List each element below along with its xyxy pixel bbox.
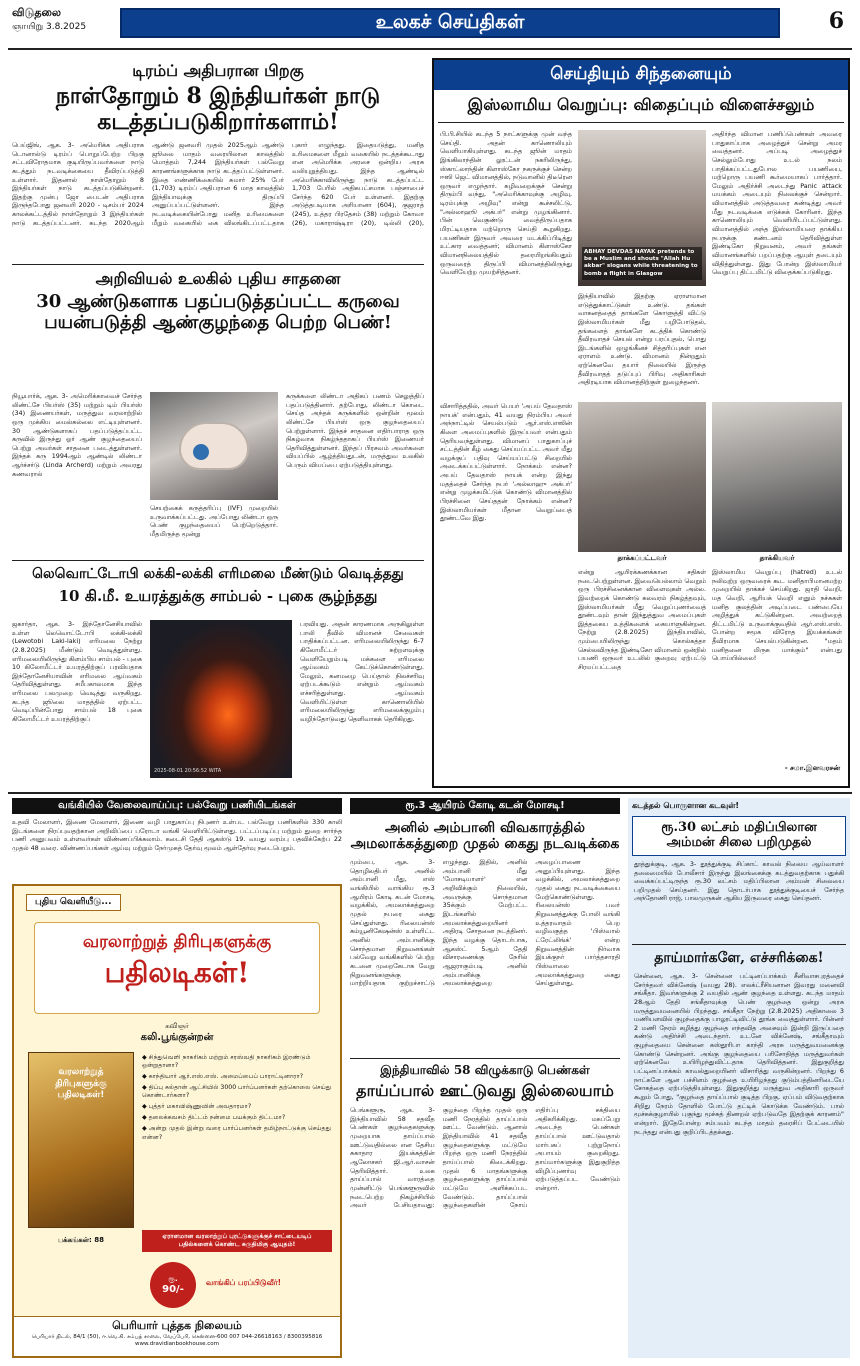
breastfeeding-body: பெங்களூரு, ஆக. 3- இந்தியாவில் 58 சதவீத பெண்கள் குழந்தைகளுக்கு முறையாக தாய்ப்பால் ஊட்டுவதில்லை என தேசிய சுகாதார இயக்கத்தின் ஆலோசகர் ஜி.ஆர்.வாசன் தெரிவித்தார். உலக தாய்ப்பால் வாரத்தை முன்னிட்டு பெங்களூருவில் நடைபெற்ற நிகழ்ச்சியில் அவர் பேசியதாவது: குழந்தை பிறந்த முதல் ஒரு மணி நேரத்தில் தாய்ப்பால் ஊட்ட வேண்டும். ஆனால் இந்தியாவில் 41 சதவீத குழந்தைகளுக்கு மட்டுமே பிறந்த ஒரு மணி நேரத்தில் தாய்ப்பால் கிடைக்கிறது. முதல் 6 மாதங்களுக்கு குழந்தைகளுக்கு தாய்ப்பால் மட்டுமே அளிக்கப்பட வேண்டும். தாய்ப்பால் குழந்தைகளின் நோய் எதிர்ப்பு சக்தியை அதிகரிக்கிறது. மகப்பேறு அடைந்த பெண்கள் தாய்ப்பால் ஊட்டுவதால் மார்பகப் புற்றுநோய் அபாயம் குறைகிறது. தாய்மார்களுக்கு இதுகுறித்த விழிப்புணர்வு ஏற்படுத்தப்பட வேண்டும் என்றார். (350, 1106, 620, 1210)
trump-headline: நாள்தோறும் 8 இந்தியர்கள் நாடு கடத்தப்படுகிறார்களாம்! (55, 83, 381, 135)
ad-highlight: ஏராளமான வரலாற்றுப் புரட்டுகளுக்குச் சாட்டையடிப் பதில்களைக் கொண்ட சுருதிமிகு ஆயுதம்! (142, 1230, 332, 1252)
accused-photo (712, 402, 842, 552)
pacifier-icon (193, 444, 209, 460)
section-banner (120, 8, 780, 38)
breastfeeding-headline: தாய்ப்பால் ஊட்டுவது இல்லையாம் (356, 1080, 614, 1100)
ad-bullet: ◆ திப்பு சுல்தான் ஆட்சியில் 3000 பார்ப்பனர்கள் தற்கொலை செய்து கொண்டார்களா? (142, 1084, 332, 1100)
divider (8, 792, 852, 794)
divider (12, 560, 424, 561)
ambani-kicker: ரூ.3 ஆயிரம் கோடி கடன் மோசடி! (350, 798, 620, 814)
ivf-kicker: அறிவியல் உலகில் புதிய சாதனை (95, 269, 341, 288)
victim-photo (578, 402, 706, 552)
section-title: உலகச் செய்திகள் (375, 10, 525, 33)
thoughts-body-d: அதிர்ந்த விமான பணிப்பெண்கள் அவரை பாதுகாப்பாக அழைத்துச் சென்று அமர வைத்தனர். அப்படி அழைத்துச் செல்லும்போது உடல் நலம் பாதிக்கப்பட்டதுபோல பயணியை, மற்றொரு பயணி கூர்மையாகப் பார்த்தார். மேலும் அதிர்ச்சி அடைந்து Panic attack மயக்கம் அடையும் நிலைக்குச் சென்றார். விமானத்தில் அடுத்தவரை கண்டித்து அவர் மீது நடவடிக்கை எடுக்கக் கோரினர். இந்த காணொலியும் வெளியிடப்பட்டுள்ளது. விமானத்தில் அந்த இஸ்லாமியரை தாக்கிய நபருக்கு கண்டனம் தெரிவித்துள்ள இண்டிகோ நிறுவனம், அவர் தங்கள் விமானங்களில் பறப்பதற்கு ஆயுள் தடையும் விதித்துள்ளது. இது போன்ற இஸ்லாமியர் வெறுப்பு திட்டமிட்டு விதைக்கப்படுகிறது. (712, 130, 842, 277)
ad-bullet: ◆ தலைக்கவசம் திட்டம் நன்மை பயக்கும் திட்டமா? (142, 1114, 286, 1122)
paper-name: விடுதலை (12, 6, 62, 19)
ad-title-panel (34, 922, 320, 1014)
price-badge (150, 1262, 196, 1308)
byline: - சமா.இளவரசன் (784, 764, 840, 772)
flight-photo (578, 130, 706, 286)
ad-footer (14, 1316, 340, 1356)
ad-bullet-text: காந்தியார் ஆர்.எஸ்.எஸ். அமைப்பைப் பாராட்டினாரா? (148, 1073, 303, 1081)
volcano-timestamp: 2025-08-01 20:56:52 WITA (154, 768, 222, 774)
ad-tag: புதிய வெளியீடு... (26, 894, 121, 911)
trump-kicker: டிரம்ப் அதிபரான பிறகு (132, 61, 304, 80)
book-ad (12, 884, 342, 1358)
price-value: 90/- (162, 1284, 184, 1295)
ad-pages-value: 88 (94, 1236, 105, 1244)
ad-bullet-text: திப்பு சுல்தான் ஆட்சியில் 3000 பார்ப்பனர்கள் தற்கொலை செய்து கொண்டார்களா? (142, 1084, 332, 1100)
ambani-headline: அனில் அம்பானி விவகாரத்தில் அமலாக்கத்துறை முதல் கைது நடவடிக்கை (350, 820, 620, 853)
ad-bullets (142, 1054, 332, 1226)
divider (12, 264, 424, 265)
thoughts-box (432, 58, 850, 788)
volcano-body-right: பரவியது. அதன் காரணமாக அருகிலுள்ள பாலி தீவில் விமானச் சேவைகள் பாதிக்கப்பட்டன. எரிமலையிலிருந்து 6-7 கிலோமீட்டர் சுற்றளவுக்கு வெளியேறும்படி மக்களை எரிமலை ஆய்வகம் கேட்டுக்கொண்டுள்ளது. மேலும், கனமழை பெய்தால் நிலச்சரிவு ஏற்படக்கூடும் என்றும் ஆய்வகம் எச்சரித்துள்ளது. ஆய்வகம் வெளியிட்டுள்ள காணொலியில் எரிமலையிலிருந்து எரிமலைக்குழம்பு வழிந்தோடுவது தெளிவாகக் தெரிகிறது. (300, 620, 424, 724)
idol-tag: கடத்தல் பொருளான கடவுள்! (632, 801, 740, 810)
ad-bullet: ◆ காந்தியார் ஆர்.எஸ்.எஸ். அமைப்பைப் பாராட்டினாரா? (142, 1073, 303, 1081)
breastfeeding-kicker: இந்தியாவில் 58 விழுக்காடு பெண்கள் (380, 1063, 590, 1077)
volcano-photo (150, 620, 292, 778)
ivf-body-left: நியூயார்க், ஆக. 3- அமெரிக்காவைச் சேர்ந்த லிண்ட்சே பியர்ஸ் (35) மற்றும் டிம் பியர்ஸ் (34) இணையர்கள், மருத்துவ வரலாற்றில் ஒரு முக்கிய மைல்கல்லை எட்டியுள்ளனர். 30 ஆண்டுகளாகப் பதப்படுத்தப்பட்ட கருவில் இருந்து ஓர் ஆண் குழந்தையைப் பெற்று அவர்கள் சாதனை படைத்துள்ளனர். இந்தக் கரு 1994ஆம் ஆண்டில் லிண்டா ஆர்ச்சர்டு (Linda Archerd) மற்றும் அவரது கணவரால் (12, 392, 142, 478)
ad-buy: வாங்கிப் பரப்பிடுவீர்! (206, 1278, 282, 1287)
photo-subtitle: ABHAY DEVDAS NAYAK pretends to be a Muslim and shouts "Allah Hu akbar" slogans while threatening to bomb a flight in Glasgow (582, 247, 702, 280)
volcano-body-left: ஜகார்தா, ஆக. 3- இந்தோனேசியாவில் உள்ள லெவொட்டோபி லக்கி-லக்கி (Lewotobi Laki-laki) எரிமலை நேற்று (2.8.2025) மீண்டும் வெடித்துள்ளது. எரிமலையிலிருந்து கிளம்பிய சாம்பல் - புகை 10 கிலோமீட்டர் உயரத்திற்குப் பரவியதாக இந்தோனேசியாவின் எரிமலை ஆய்வகம் தெரிவித்துள்ளது. சமீபகாலமாக இந்த எரிமலை பலமுறை வெடித்து வருகிறது. கடந்த ஜூலை மாதத்தில் ஏற்பட்ட வெடிப்பின்போது சாம்பல் 18 புகை கிலோமீட்டர் உயரத்திற்குப் (12, 620, 142, 724)
ad-pages-label: பக்கங்கள்: (57, 1236, 92, 1244)
mothers-body: சென்னை, ஆக. 3- சென்னை பட்டினப்பாக்கம் சீனிவாசபுரத்தைச் சேர்ந்தவர் விக்னேஷ் (வயது 28). எலக்ட்ரீசியனான இவரது மனைவி சங்கீதா. இவர்களுக்கு 2 வயதில் ஆண் குழந்தை உள்ளது. கடந்த மாதம் 28ஆம் தேதி சங்கீதாவுக்கு பெண் குழந்தை ஒன்று அரசு மருத்துவமனையில் பிறந்தது. சங்கீதா நேற்று (2.8.2025) அதிகாலை 3 மணியளவில் குழந்தைக்கு பாலூட்டிவிட்டு தூங்க வைத்துள்ளார். பின்னர் 2 மணி நேரம் கழித்து குழந்தை எந்தவித அசைவும் இன்றி இருப்பதை கண்டு அதிர்ச்சி அடைந்தார். உடனே விக்னேஷ், சங்கீதாவும் குழந்தையை சென்னை கஸ்தூரிபா காந்தி அரசு மருத்துவமனைக்கு கொண்டு சென்றனர். அங்கு குழந்தையை பரிசோதித்த மருத்துவர்கள் ஏற்கெனவே உயிரிழந்துவிட்டதாக தெரிவித்தனர். இதுகுறித்து பட்டினப்பாக்கம் காவல்துறையினர் விசாரித்து வருகின்றனர். பிறந்து 6 நாட்களே ஆன பச்சிளம் குழந்தை உயிரிழந்தது குடும்பத்தினரிடையே சோகத்தை ஏற்படுத்தியுள்ளது. இதுகுறித்து மருத்துவ அதிகாரி ஒருவர் கூறும் போது, "குழந்தை தாய்ப்பால் குடித்த பிறகு, ஏப்பம் விடுவதற்காக சிறிது நேரம் தோளில் போட்டு தட்டிக் கொடுக்க வேண்டும். பால் மூச்சுக்குழாயில் புகுந்து மூச்சுத் திணறல் ஏற்படுவதே இதற்குக் காரணம்" என்றார். இதேபோன்ற சம்பவம் கடந்த மாதம் தரைசிப் பேட்டையில் நடந்தது என்பது குறிப்பிடத்தக்கது. (634, 971, 844, 1136)
ambani-body: மும்பை, ஆக. 3- தொழிலதிபர் அனில் அம்பானி மீது, எஸ் வங்கியில் வாங்கிய ரூ.3 ஆயிரம் கோடி கடன் மோசடி வழக்கில், அமலாக்கத்துறை முதல் நபரை கைது செய்துள்ளது. ரிலையன்ஸ் கம்யூனிகேஷன்ஸ் உள்ளிட்ட அனில் அம்பானிக்கு சொந்தமான நிறுவனங்கள் பல்வேறு வங்கிகளில் பெற்ற கடனை முறைகேடாக வேறு நிறுவனங்களுக்கு மாற்றியதாக குற்றச்சாட்டு எழுந்தது. இதில், அனில் அம்பானி மீது 'மோசடியாளர்' என அறிவிக்கும் நிலையில், அவருக்கு சொந்தமான 35க்கும் மேற்பட்ட இடங்களில் அமலாக்கத்துறையினர் அதிரடி சோதனை நடத்தினர். இந்த வழக்கு தொடர்பாக, ஆகஸ்ட் 5ஆம் தேதி விசாரணைக்கு நேரில் ஆஜராகும்படி அனில் அம்பானிக்கு அமலாக்கத்துறை அழைப்பாணை அனுப்பியுள்ளது. இந்த வழக்கில், அமலாக்கத்துறை முதல் கைது நடவடிக்கையை மேற்கொண்டுள்ளது. ரிலையன்ஸ் பவர் நிறுவனத்துக்கு போலி வங்கி உத்தரவாதம் பெற வழிவகுத்த 'பிஸ்வால் ட்ரேட்லிங்க்' என்ற நிறுவனத்தின் நிர்வாக இயக்குநர் பார்த்தசாரதி பிஸ்வாலை அமலாக்கத்துறை கைது செய்துள்ளது. (350, 858, 620, 988)
ad-bullet: ◆ சிந்துவெளி நாகரிகம் மற்றும் சரஸ்வதி நாகரிகம் இரண்டும் ஒன்றுதானா? (142, 1054, 311, 1070)
masthead-rule (8, 48, 852, 50)
publisher-address: பெரியார் திடல், 84/1 (50), ஈ.வெ.கி. சம்பத் சாலை, வேப்பேரி, சென்னை-600 007 044-26618163 / 8300395816 (31, 1334, 323, 1340)
ivf-article (12, 268, 424, 558)
publisher-website: www.dravidianbookhouse.com (134, 1341, 219, 1347)
mothers-headline: தாய்மார்களே, எச்சரிக்கை! (654, 949, 824, 966)
volcano-kicker: லெவொட்டோபி லக்கி-லக்கி எரிமலை மீண்டும் வெடித்தது (32, 566, 404, 582)
issue-date: ஞாயிறு 3.8.2025 (12, 22, 87, 32)
masthead (0, 0, 860, 54)
idol-headline: ரூ.30 லட்சம் மதிப்பிலான அம்மன் சிலை பறிமுதல் (632, 816, 846, 856)
publisher-name: பெரியார் புத்தக நிலையம் (112, 1319, 242, 1332)
trump-body: பெய்ஜிங், ஆக. 3- அமெரிக்க அதிபராக டொனால்டு டிரம்ப் பொறுப்பேற்ற பிறகு சட்டவிரோதமாக குடியிருப்பவர்களை நாடு கடத்தும் நடவடிக்கையை தீவிரப்படுத்தி உள்ளார். இதனால் நாள்தோறும் 8 இந்தியர்கள் நாடு கடத்தப்படுகின்றனர். இதற்கு முன்பு ஜோ பைடன் அதிபராக இருந்தபோது ஜனவரி 2020 - டிசம்பர் 2024 காலக்கட்டத்தில் நாள்தோறும் 3 இந்தியர்கள் நாடு கடத்தப்பட்டனர். கடந்த 2020ஆம் ஆண்டு ஜனவரி முதல் 2025ஆம் ஆண்டு ஜூலை மாதம் வரையிலான காலத்தில் மொத்தம் 7,244 இந்தியர்கள் பல்வேறு காரணங்களுக்காக நாடு கடத்தப்பட்டுள்ளனர். இதை எண்ணிக்கையில் சுமார் 25% பேர் (1,703) டிரம்ப் அதிபரான 6 மாத காலத்தில் இந்தியாவுக்கு திருப்பி அனுப்பப்பட்டுள்ளனர். இந்த நடவடிக்கையின்போது மனித உரிமைகளை மீறும் வகையில் கை விலங்கிடப்பட்டதாக புகார் எழுந்தது. இதையடுத்து, மனித உரிமைகளை மீறும் வகையில் நடத்தக்கூடாது என அமெரிக்க அரசை ஒன்றிய அரசு வலியுறுத்தியது. இந்த ஆண்டில் அமெரிக்காவிலிருந்து நாடு கடத்தப்பட்ட 1,703 பேரில் அதிகபட்சமாக பஞ்சாபைச் சேர்ந்த 620 பேர் உள்ளனர். இதற்கு அடுத்தபடியாக அரியானா (604), குஜராத் (245), உத்தர பிரதேசம் (38) மற்றும் கோவா (26), மகாராஷ்டிரா (20), டில்லி (20), (12, 140, 424, 227)
price-label: ரூ. (168, 1275, 178, 1283)
page-number: 6 (828, 8, 844, 34)
jobs-body: உதவி மேலாளர், இணை மேலாளர், இணை வழி பாதுகாப்பு நிபுணர் உள்பட பல்வேறு பணிகளில் 330 காலி இடங்களை நிரப்புவதற்கான அறிவிப்பை பரோடா வங்கி வெளியிட்டுள்ளது. பட்டப்படிப்பு மற்றும் துறை சார்ந்த பணி அனுபவம் உள்ளவர்கள் விண்ணப்பிக்கலாம். கடைசி தேதி ஆகஸ்டு 19. வயது வரம்பு பதவிக்கேற்ப 22 முதல் 48 வரை. விண்ணப்பங்கள் ஆய்வு மற்றும் நேர்முகத் தேர்வு மூலம் ஆள்தேர்வு நடைபெறும். (12, 818, 342, 852)
divider (350, 1058, 620, 1059)
jobs-headline: வங்கியில் வேலைவாய்ப்பு: பல்வேறு பணியிடங்கள் (12, 798, 342, 814)
ad-bullet-text: அன்று முதல் இன்று வரை பார்ப்பனர்கள் தமிழ்நாட்டுக்கு செய்தது என்ன? (142, 1125, 331, 1141)
thoughts-body-a: பி.பி.சியில் கடந்த 5 நாட்களுக்கு முன் வந்த செய்தி. அதன் காணொலியும் வெளியாகியுள்ளது. கடந்த ஜூன் மாதம் இங்கிலாந்தின் லூட்டன் நகரிலிருந்து, ஸ்காட்லாந்தின் கிளாஸ்கோ நகருக்குச் சென்ற ஈஸி ஜெட் விமானத்தில், நடுவானில் திடீரென ஒருவர் எழுந்தார். கழிவறைக்குச் சென்று திரும்பி வந்து, "அமெரிக்காவுக்கு அழிவு, டிரம்புக்கு அழிவு" என்று கூச்சலிட்டு, "அல்லாஹூ அக்பர்" என்று முழங்கினார். பின் வெகுண்டு வைத்திருப்பதாக மிரட்டியதாக மற்றொரு செய்தி கூறுகிறது. பயணிகள் இருவர் அவரை மடக்கிப்பிடித்து உட்கார வைத்தனர்; விமானம் கிளாஸ்கோ விமானநிலையத்தில் தரையிறங்கியதும் ஒருவரைத் திருப்பி விமானத்திலிருந்து வெளியேற்ற முயற்சித்தனர். (440, 130, 572, 277)
thoughts-banner (434, 60, 848, 90)
ivf-image-caption: செயற்கைக் கருத்தரிப்பு (IVF) முறையில் உருவாக்கப்பட்டது. அப்போது லிண்டா ஒரு பெண் குழந்தையைப் பெற்றெடுத்தார். மீதமிருந்த மூன்று (150, 504, 278, 538)
book-cover (28, 1052, 134, 1228)
baby-figure (179, 422, 249, 470)
jobs-article (12, 798, 342, 878)
thoughts-headline: இஸ்லாமிய வெறுப்பு: விதைப்பும் விளைச்சலும் (467, 95, 815, 114)
thoughts-body-e: என்று ஆயிரக்கணக்கான சதிகள் நடைபெற்றுள்ளன. இவையெல்லாம் வெறும் ஒரு பிரச்சினைக்கான விளைவுகள் அல்ல. இவற்றைக் கொண்டு கலவரம் நிகழ்த்தவும், இஸ்லாமியர்கள் மீது வெறுப்புணர்வைத் தூண்டவும் தான் இந்துத்துவ அமைப்புகள் இத்தகைய உத்திகளைக் கையாளுகின்றன. நேற்று (2.8.2025) இந்தியாவில், மும்பையிலிருந்து கொல்கத்தா செல்லவிருந்த இண்டிகோ விமானம் ஒன்றில் பயணி ஒருவர் உடலில் குறைவு ஏற்பட்டு சிரமப்பட்டதை (578, 568, 706, 672)
ad-bullet: ◆ புத்தர் மகாவிஷ்ணுவின் அவதாரமா? (142, 1103, 252, 1111)
ivf-headline: 30 ஆண்டுகளாக பதப்படுத்தப்பட்ட கருவை பயன்படுத்தி ஆண்குழந்தை பெற்ற பெண்! (36, 291, 400, 334)
ad-bullet-text: சிந்துவெளி நாகரிகம் மற்றும் சரஸ்வதி நாகரிகம் இரண்டும் ஒன்றுதானா? (142, 1054, 311, 1070)
divider (632, 944, 846, 945)
newborn-photo (150, 392, 278, 500)
ivf-body-right: கருக்களை லிண்டா அதிகப் பணம் செலுத்திப் பதப்படுத்தினார். தற்போது, லிண்டா கொடை செய்த அந்தக் கருக்களில் ஒன்றின் மூலம் லிண்ட்சே பியர்ஸ் ஒரு குழந்தையைப் பெற்றுள்ளார். இந்தச் சாதனை எதிர்பாராத ஒரு நிகழ்வாக நிகழ்ந்ததாகப் பியர்ஸ் இணையர் தெரிவித்துள்ளனர். இந்தப் பிரசவம் அவர்களை வியப்பில் ஆழ்த்தியதுடன், மருத்துவ உலகில் பெரும் வியப்பை ஏற்படுத்தியுள்ளது. (286, 392, 424, 470)
book-cover-title: வரலாற்றுத் திரிபுகளுக்கு பதிலடிகள்! (55, 1067, 107, 1101)
ad-pages (28, 1236, 134, 1245)
victim-caption: தாக்கப்பட்டவர் (617, 554, 667, 562)
thoughts-body-f: இஸ்லாமிய வெறுப்பு (hatred) உடல் நலிவுற்ற ஒருவரைக் கூட மனிதாபிமானமற்ற முறையில் தாக்கச் செய்கிறது. ஜாதி வெறி, மத வெறி, ஆரியக் வெறி எனும் நச்சுகள் மனித குலத்தின் அடிப்படை பண்பையே அழித்துக் கட்டுகின்றன. அவற்றைத் திட்டமிட்டு உருவாக்குவதில் ஆர்.எஸ்.எஸ். போன்ற சமூக விரோத இயக்கங்கள் தீவிரமாக செயல்படுகின்றன. "மதம் மனிதனை மிருக மாக்கும்" என்பது பொய்யில்லை! (712, 568, 842, 663)
divider (438, 122, 844, 123)
ad-author: கலி.பூங்குன்றன் (140, 1032, 214, 1043)
breastfeeding-article (350, 1062, 620, 1360)
ad-author-label: கவிஞர் (165, 1022, 189, 1030)
ad-bullet-text: புத்தர் மகாவிஷ்ணுவின் அவதாரமா? (148, 1103, 252, 1111)
ad-bullet-text: தலைக்கவசம் திட்டம் நன்மை பயக்கும் திட்டமா? (148, 1114, 286, 1122)
volcano-article (12, 564, 424, 788)
thoughts-body-c: விசாரித்ததில், அவர் பெயர் 'அபய் தேவதாஸ் நாயக்' என்பதும், 41 வயது நிரம்பிய அவர் அந்நாட்டில் செயல்படும் ஆர்.எஸ்.எஸின் கிளை அமைப்புகளில் இருப்பவர் என்பதும் தெரியவந்துள்ளது. விமானப் பாதுகாப்புச் சட்டத்தின் கீழ் கைது செய்யப்பட்ட அவர் மீது வழக்குப் பதிவு செய்யப்பட்டு சிறையில் அடைக்கப்பட்டுள்ளார். நோக்கம் என்ன? அபய் தேவதாஸ் நாயக் என்ற இந்து மதத்தைச் சேர்ந்த நபர் 'அல்லாஹு அக்பர்' என்று முழக்கமிட்டுக் கொண்டு விமானத்தில் பிரச்சினை செய்ததன் நோக்கம் என்ன? இஸ்லாமியர்கள் மீதான வெறுப்பைத் தூண்டவே இது. (440, 402, 572, 523)
idol-body: தூத்துக்குடி, ஆக. 3- தூத்துக்குடி சிப்காட் காவல் நிலைய ஆய்வாளர் தலைமையில் போலீசார் இருந்து இலங்கைக்கு கடத்துவதற்காக பதுக்கி வைக்கப்பட்டிருந்த ரூ.30 லட்சம் மதிப்பிலான அம்மன் சிலையை பறிமுதல் செய்தனர். இது தொடர்பாக தூத்துக்குடியைச் சேர்ந்த அந்தோணி ராஜ், பாலமுருகன் ஆகிய இருவரை கைது செய்தனர். (634, 859, 844, 903)
trump-article (12, 58, 424, 262)
volcano-headline: 10 கி.மீ. உயரத்துக்கு சாம்பல் - புகை சூழ்ந்தது (58, 587, 378, 606)
thoughts-body-b: இந்தியாவில் இதற்கு ஏராளமான எடுத்துக்காட்டுகள் உண்டு. தங்கள் வாகனத்தைத் தாங்களே கொளுத்தி விட்டு இஸ்லாமியர்கள் மீது பழிபோடுதல், தங்களைத் தாங்களே கடத்திக் கொண்டு தீவிரவாதச் செயல் என்று பரப்புதல், பொது இடங்களில் ஒழுங்கீனச் சித்தரிப்புகள் என ஏராளம் உண்டு. விமானம் நின்றதும் ஏற்கெனவே தயார் நிலையில் இருந்த தீவிரவாதத் தடுப்புப் பிரிவு அதிகாரிகள் அதிரடியாக விமானத்திற்குள் நுழைந்தனர். (578, 292, 706, 387)
accused-caption: தாக்கியவர் (759, 554, 795, 562)
ad-title-line1: வரலாற்றுத் திரிபுகளுக்கு (82, 932, 272, 952)
ad-title-line2: பதிலடிகள்! (104, 955, 250, 989)
ambani-article (350, 798, 620, 1056)
idol-sidebar (628, 798, 850, 1358)
ad-bullet: ◆ அன்று முதல் இன்று வரை பார்ப்பனர்கள் தமிழ்நாட்டுக்கு செய்தது என்ன? (142, 1125, 331, 1141)
thoughts-banner-text: செய்தியும் சிந்தனையும் (550, 64, 732, 84)
